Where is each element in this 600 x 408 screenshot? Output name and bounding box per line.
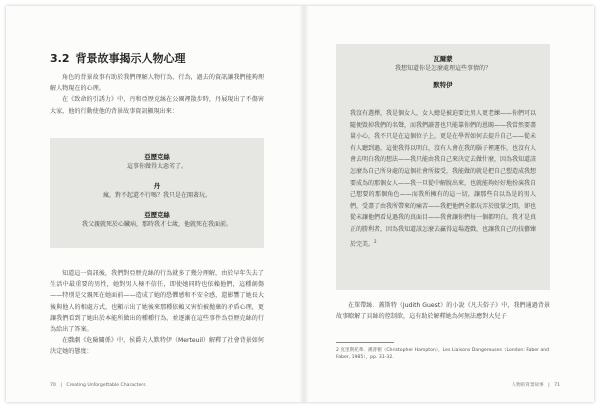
dialogue-line: 我想知道你是怎麼處理這些事情的？	[394, 65, 491, 72]
running-title: Creating Unforgettable Characters	[66, 383, 146, 388]
footnote-marker: 2	[374, 238, 377, 244]
dialogue-entry	[50, 181, 264, 201]
speaker-name: 默特伊	[433, 81, 453, 89]
section-title: 背景故事揭示人物心理	[75, 52, 186, 65]
dialogue-line: 瘋，對不起還不行嗎？我只是在開著玩。	[102, 192, 211, 199]
left-footer: 70 | Creating Unforgettable Characters	[50, 383, 146, 388]
page-number: 70	[50, 383, 56, 388]
paragraph: 知道這一資訊後，我們對亞歷克絲的行為就多了幾分理解，由於早年失去了生活中最重要的男性，她對男人極不信任，即使她同時也依賴他們，這種創傷——特別是父親死在她面前——造成了她的恐懼感和不安全感，還影響了她長大後與他人的相處方式，也顯示出了她後來那種依賴又害怕被拋棄的矛盾心理，更讓我們看到了她出於本能所做出的種種行為，並逐漸在這些事件為亞歷克絲的行為給出了答案。	[50, 270, 264, 334]
right-page	[300, 6, 594, 402]
left-page	[6, 6, 300, 402]
paragraph: 在戲劇《危險關係》中，侯爵夫人默特伊（Merteuil）解釋了社會背景如何決定她的態度：	[50, 337, 264, 356]
dialogue-line: 這事你做得太惡劣了。	[126, 163, 187, 170]
section-number: 3.2	[50, 52, 70, 65]
running-title: 人物的背景故事	[511, 383, 544, 388]
section-heading	[50, 50, 270, 66]
right-footer: 人物的背景故事 | 71	[511, 383, 560, 388]
paragraph: 角色的背景故事有助於我們理解人物行為、行為，過去的資訊讓我們能夠理解人物現在的心理。	[50, 74, 264, 93]
dialogue-entry	[336, 54, 550, 74]
intro-paragraphs	[50, 72, 264, 117]
footnote-rule	[336, 342, 394, 343]
speaker-name: 丹	[153, 182, 161, 190]
dialogue-entry	[50, 210, 264, 230]
page-number: 71	[554, 383, 560, 388]
dialogue-line: 我父親就死於心臟病，那時我才七歲，他就死在我面前。	[81, 221, 232, 228]
footnote: 2 克里斯托弗．漢普頓（Christopher Hampton），Les Liaisons Dangereuses（London: Faber and Faber, 1985），pp. 31-32.	[336, 348, 550, 360]
monologue-text	[350, 108, 536, 250]
paragraph: 在單帶絲．蓋斯特（Judith Guest）的小說《凡夫俗子》中，我們通過背景故事瞭解了貝絲的控制欲，這有助於解釋她為何無法應對大兒子	[336, 302, 550, 321]
speaker-name: 亞歷克絲	[144, 153, 170, 161]
book-spread	[6, 6, 594, 402]
body-paragraphs	[50, 268, 264, 358]
speaker-name: 亞歷克絲	[144, 211, 170, 219]
right-body-paragraph	[336, 300, 550, 322]
monologue-body: 我沒有選擇，我是個女人，女人總是被迫要比男人更老練——你們可以隨便毀掉我們的名聲，而我們讀書也只能靠你們的恩賜——我當然要盡量小心，我不只是在這個位子上，更是在學習如何去提升自己——從未有人聽到過，這使我得以明白，沒有人會在我的腦子裡運作，也沒有人會去明白我的想法——我只能由我自己來決定去做什麼，因為我知道該怎麼為自己所身處的這個社會所接受，我能做的就是把自己塑造成我想要成為的那個女人——我一旦從中解脫出來，也就能夠好好地扮演我自己想要的那個角色——而我所擁有的這一切，讓那些自以為是的男人們，受盡了由我所帶來的痛苦——我把他們全都玩弄於股掌之間，卻也從未讓他們看見過我的真面目——我會讓你們每一個都明白，我才是真正的勝利者，因為我知道該怎麼去贏得這場遊戲，也讓我自己的技藝臻於完美。	[350, 110, 537, 248]
dialogue-entry	[50, 152, 264, 172]
paragraph: 在《致命的引誘力》中，丹和亞歷克絲在公園裡散步時，丹展現出了不傷害大家，他的行動使他的背景故事資訊顯現出來：	[50, 96, 264, 115]
dialogue-box	[50, 138, 264, 248]
quote-box	[336, 44, 550, 290]
dialogue-entry	[336, 80, 550, 90]
speaker-name: 瓦爾蒙	[433, 55, 453, 63]
